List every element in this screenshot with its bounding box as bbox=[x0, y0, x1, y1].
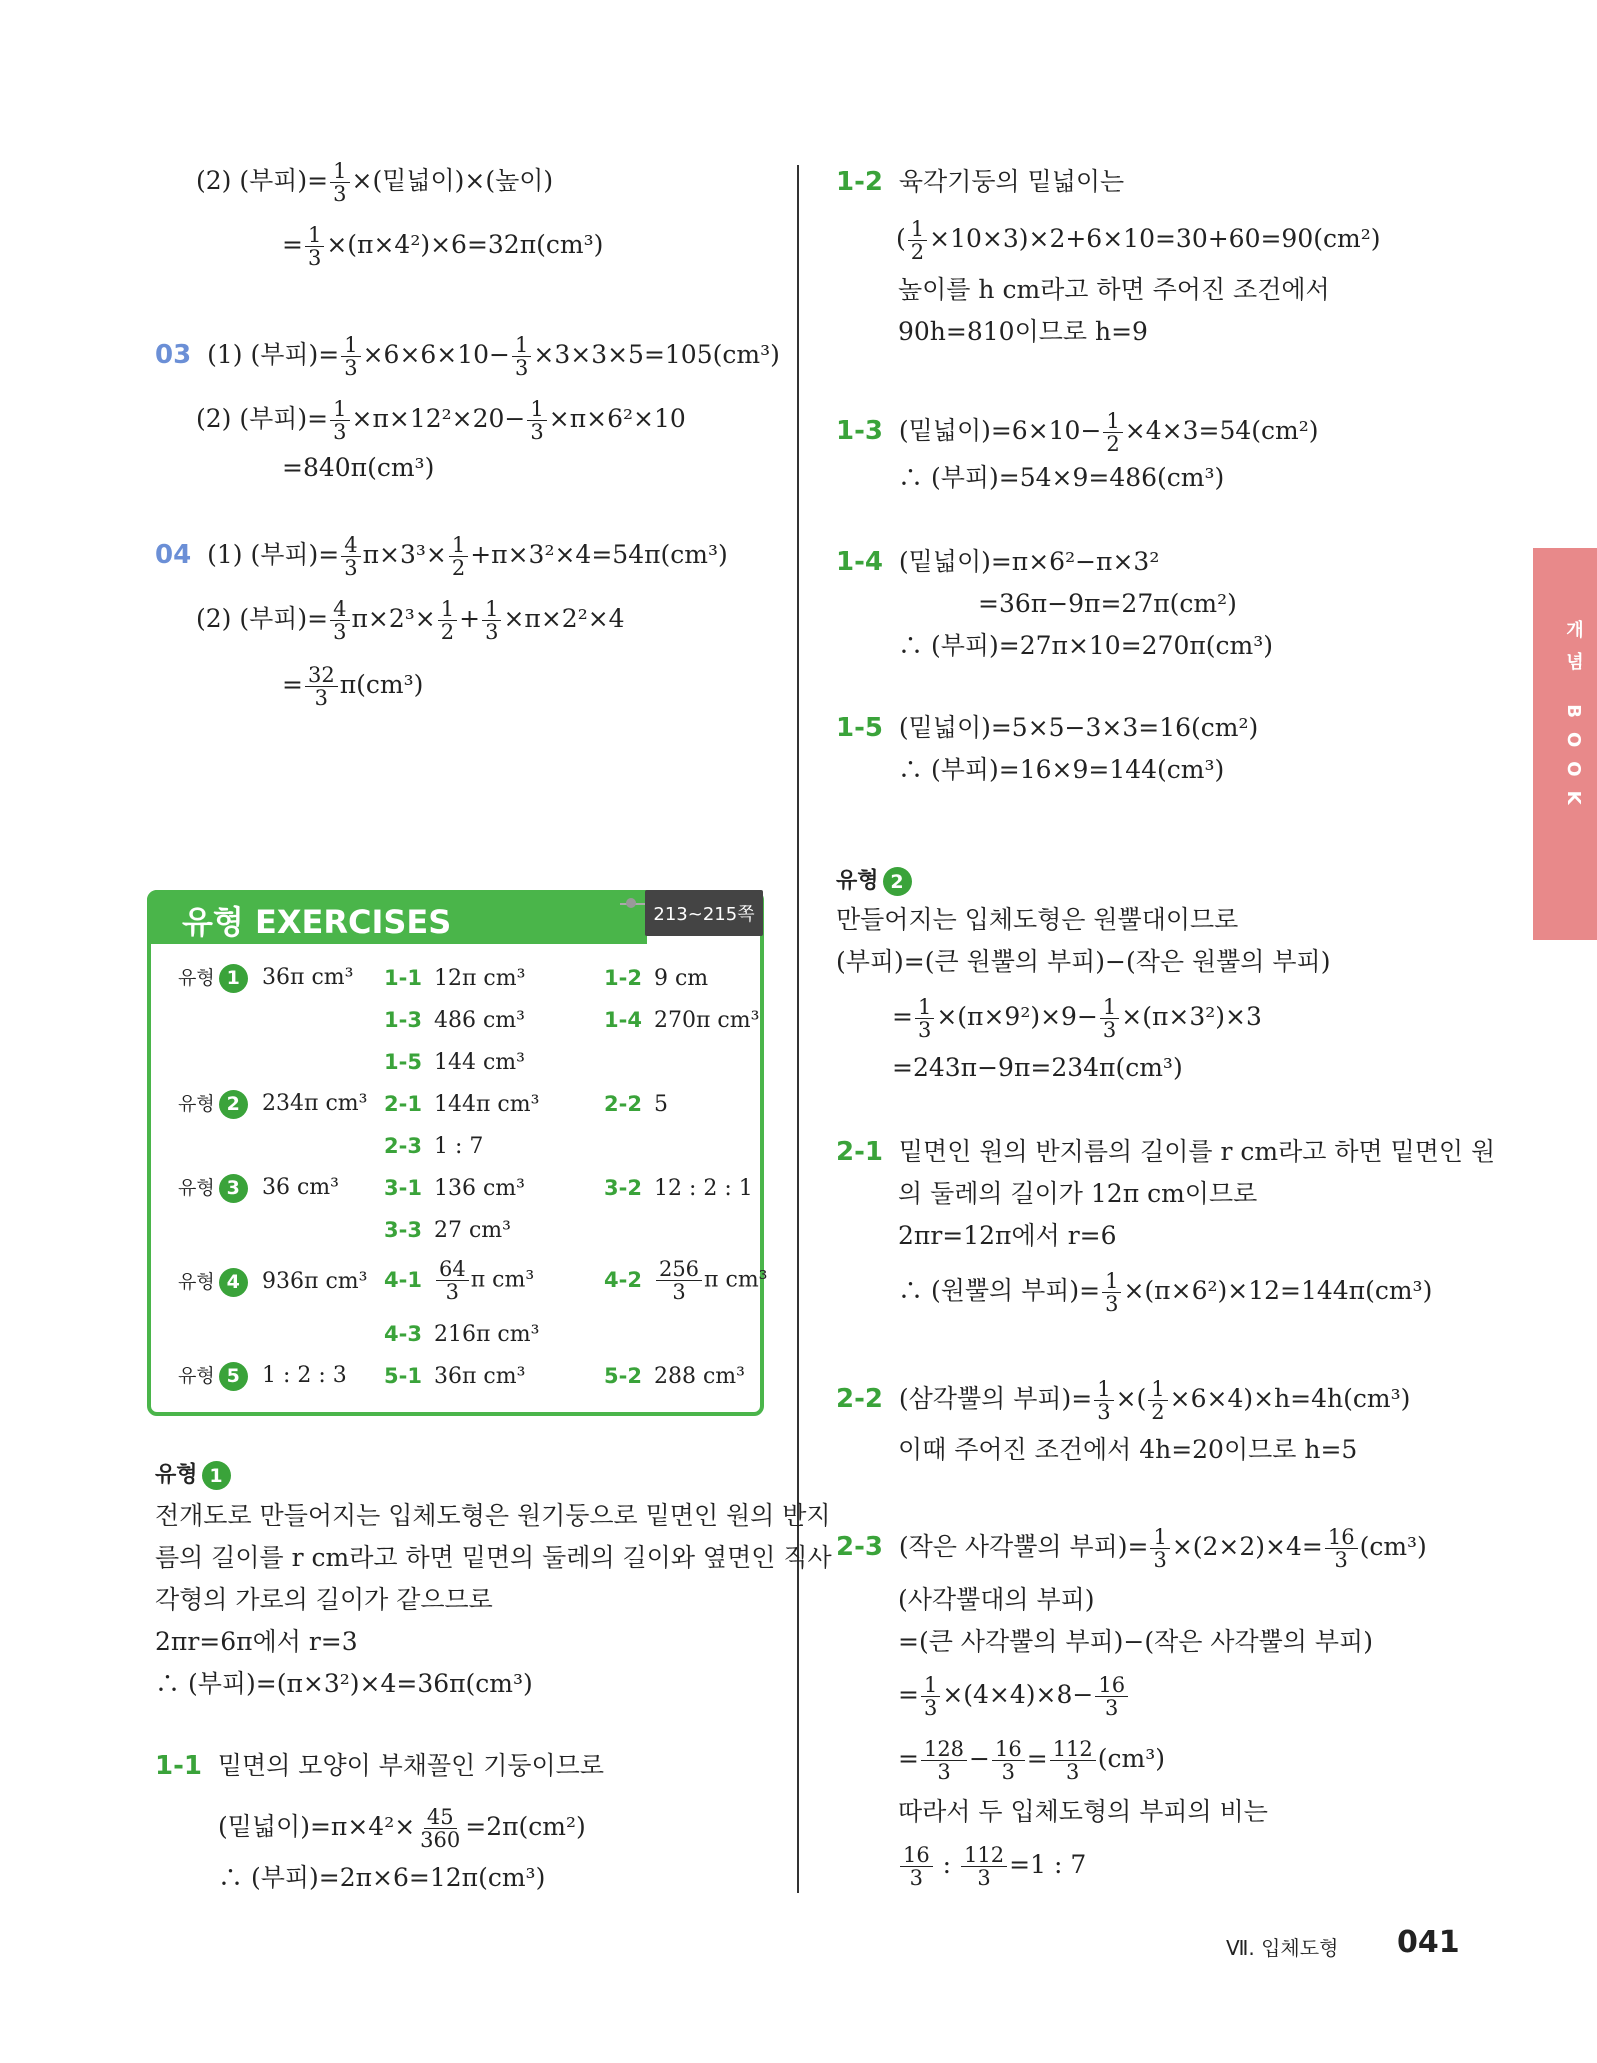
exercise-row: 유형 1 bbox=[178, 963, 248, 993]
s1-3-line2: ∴ (부피)=54×9=486(cm³) bbox=[898, 463, 1225, 492]
exercise-item: 1-4 270π cm³ bbox=[604, 1008, 760, 1033]
s2-3-line2: (사각뿔대의 부피) bbox=[898, 1585, 1095, 1614]
s2-3-line1: 2-3 (작은 사각뿔의 부피)= $\frac{1}{3}$ ×(2×2)×4= $\frac{16}{3}$ (cm³) bbox=[836, 1525, 1427, 1572]
s2-1-line2: 의 둘레의 길이가 12π cm이므로 bbox=[898, 1179, 1258, 1208]
exercise-item: 3-2 12 : 2 : 1 bbox=[604, 1176, 753, 1201]
exercise-item: 1-2 9 cm bbox=[604, 966, 709, 991]
exercise-answer: 936π cm³ bbox=[262, 1269, 368, 1294]
s1-3-line1: 1-3 (밑넓이)=6×10− $\frac{1}{2}$ ×4×3=54(cm²) bbox=[836, 409, 1319, 456]
q04-line1: 04 (1) (부피)= $\frac{4}{3}$ π×3³× $\frac{1}{2}$ +π×3²×4=54π(cm³) bbox=[155, 533, 728, 580]
type1-text: ∴ (부피)=(π×3²)×4=36π(cm³) bbox=[155, 1669, 533, 1698]
exercise-row: 유형 3 bbox=[178, 1173, 248, 1203]
exercise-answer: 1 : 2 : 3 bbox=[262, 1363, 347, 1388]
type1-text: 름의 길이를 r cm라고 하면 밑면의 둘레의 길이와 옆면인 직사 bbox=[155, 1543, 832, 1572]
exercise-item: 1-1 12π cm³ bbox=[384, 966, 526, 991]
exercise-item: 3-1 136 cm³ bbox=[384, 1176, 525, 1201]
type1-text: 전개도로 만들어지는 입체도형은 원기둥으로 밑면인 원의 반지 bbox=[155, 1501, 831, 1530]
s1-2-line2: ( $\frac{1}{2}$ ×10×3)×2+6×10=30+60=90(cm²) bbox=[896, 217, 1381, 264]
exercise-answer: 36 cm³ bbox=[262, 1175, 339, 1200]
s2-1-line1: 2-1 밑면인 원의 반지름의 길이를 r cm라고 하면 밑면인 원 bbox=[836, 1137, 1496, 1167]
s2-1-line3: 2πr=12π에서 r=6 bbox=[898, 1221, 1117, 1250]
s1-2-line4: 90h=810이므로 h=9 bbox=[898, 317, 1148, 346]
q04-line2: (2) (부피)= $\frac{4}{3}$ π×2³× $\frac{1}{2}$ + $\frac{1}{3}$ ×π×2²×4 bbox=[196, 597, 625, 644]
s2-2-line2: 이때 주어진 조건에서 4h=20이므로 h=5 bbox=[898, 1435, 1358, 1464]
type2-heading: 유형 2 bbox=[836, 862, 912, 900]
s1-1-line3: ∴ (부피)=2π×6=12π(cm³) bbox=[218, 1863, 546, 1892]
type1-text: 2πr=6π에서 r=3 bbox=[155, 1627, 358, 1656]
exercises-page-range: 213~215쪽 bbox=[645, 890, 763, 936]
connector-dot bbox=[626, 898, 636, 908]
exercise-item: 4-2 $\frac{256}{3}$ π cm³ bbox=[604, 1257, 768, 1304]
q02-2-line2: = $\frac{1}{3}$ ×(π×4²)×6=32π(cm³) bbox=[282, 223, 604, 270]
s2-2-line1: 2-2 (삼각뿔의 부피)= $\frac{1}{3}$ ×( $\frac{1}{2}$ ×6×4)×h=4h(cm³) bbox=[836, 1377, 1411, 1424]
type2-text: 만들어지는 입체도형은 원뿔대이므로 bbox=[836, 905, 1239, 934]
exercise-item: 2-2 5 bbox=[604, 1092, 668, 1117]
exercise-row: 유형 4 bbox=[178, 1267, 248, 1297]
exercise-item: 1-5 144 cm³ bbox=[384, 1050, 525, 1075]
type1-heading: 유형 1 bbox=[155, 1456, 231, 1494]
type1-text: 각형의 가로의 길이가 같으므로 bbox=[155, 1585, 493, 1614]
s2-3-line3: =(큰 사각뿔의 부피)−(작은 사각뿔의 부피) bbox=[898, 1627, 1373, 1656]
exercise-row: 유형 5 bbox=[178, 1361, 248, 1391]
s1-5-line2: ∴ (부피)=16×9=144(cm³) bbox=[898, 755, 1225, 784]
s2-3-line6: 따라서 두 입체도형의 부피의 비는 bbox=[898, 1797, 1268, 1826]
exercises-title: 유형 EXERCISES bbox=[182, 903, 452, 941]
s2-3-line7: $\frac{16}{3}$ : $\frac{112}{3}$ =1 : 7 bbox=[898, 1844, 1086, 1889]
exercise-answer: 234π cm³ bbox=[262, 1091, 368, 1116]
q04-line3: = $\frac{32}{3}$ π(cm³) bbox=[282, 663, 424, 710]
s1-1-line1: 1-1 밑면의 모양이 부채꼴인 기둥이므로 bbox=[155, 1751, 604, 1781]
s1-4-line3: ∴ (부피)=27π×10=270π(cm³) bbox=[898, 631, 1274, 660]
exercise-item: 5-1 36π cm³ bbox=[384, 1364, 526, 1389]
exercise-answer: 36π cm³ bbox=[262, 965, 354, 990]
s1-4-line2: =36π−9π=27π(cm²) bbox=[978, 589, 1237, 618]
exercise-item: 2-3 1 : 7 bbox=[384, 1134, 484, 1159]
exercise-item: 5-2 288 cm³ bbox=[604, 1364, 745, 1389]
column-divider bbox=[797, 165, 799, 1893]
type2-line3: = $\frac{1}{3}$ ×(π×9²)×9− $\frac{1}{3}$ ×(π×3²)×3 bbox=[892, 995, 1262, 1042]
s1-2-line3: 높이를 h cm라고 하면 주어진 조건에서 bbox=[898, 275, 1330, 304]
page-number: 041 bbox=[1397, 1925, 1460, 1960]
q02-2-line1: (2) (부피)= $\frac{1}{3}$ ×(밑넓이)×(높이) bbox=[196, 159, 554, 206]
q03-line1: 03 (1) (부피)= $\frac{1}{3}$ ×6×6×10− $\frac{1}{3}$ ×3×3×5=105(cm³) bbox=[155, 333, 780, 380]
footer-chapter: Ⅶ. 입체도형 bbox=[1226, 1936, 1339, 1960]
s2-3-line4: = $\frac{1}{3}$ ×(4×4)×8− $\frac{16}{3}$ bbox=[898, 1674, 1130, 1719]
exercise-item: 1-3 486 cm³ bbox=[384, 1008, 525, 1033]
s1-5-line1: 1-5 (밑넓이)=5×5−3×3=16(cm²) bbox=[836, 713, 1259, 743]
exercise-item: 4-3 216π cm³ bbox=[384, 1322, 540, 1347]
exercise-item: 3-3 27 cm³ bbox=[384, 1218, 511, 1243]
s2-3-line5: = $\frac{128}{3}$ − $\frac{16}{3}$ = $\frac{112}{3}$ (cm³) bbox=[898, 1737, 1166, 1784]
q03-line3: =840π(cm³) bbox=[282, 453, 435, 482]
exercise-row: 유형 2 bbox=[178, 1089, 248, 1119]
s2-1-line4: ∴ (원뿔의 부피)= $\frac{1}{3}$ ×(π×6²)×12=144π(cm³) bbox=[898, 1269, 1433, 1316]
exercise-item: 2-1 144π cm³ bbox=[384, 1092, 540, 1117]
exercise-item: 4-1 $\frac{64}{3}$ π cm³ bbox=[384, 1257, 535, 1304]
s1-4-line1: 1-4 (밑넓이)=π×6²−π×3² bbox=[836, 547, 1160, 577]
s1-2-line1: 1-2 육각기둥의 밑넓이는 bbox=[836, 167, 1125, 197]
side-tab-label: 개념 BOOK bbox=[1563, 620, 1584, 819]
s1-1-line2: (밑넓이)=π×4²× $\frac{45}{360}$ =2π(cm²) bbox=[218, 1805, 586, 1852]
type2-line4: =243π−9π=234π(cm³) bbox=[892, 1053, 1183, 1082]
q03-line2: (2) (부피)= $\frac{1}{3}$ ×π×12²×20− $\frac{1}{3}$ ×π×6²×10 bbox=[196, 397, 686, 444]
type2-text: (부피)=(큰 원뿔의 부피)−(작은 원뿔의 부피) bbox=[836, 947, 1331, 976]
